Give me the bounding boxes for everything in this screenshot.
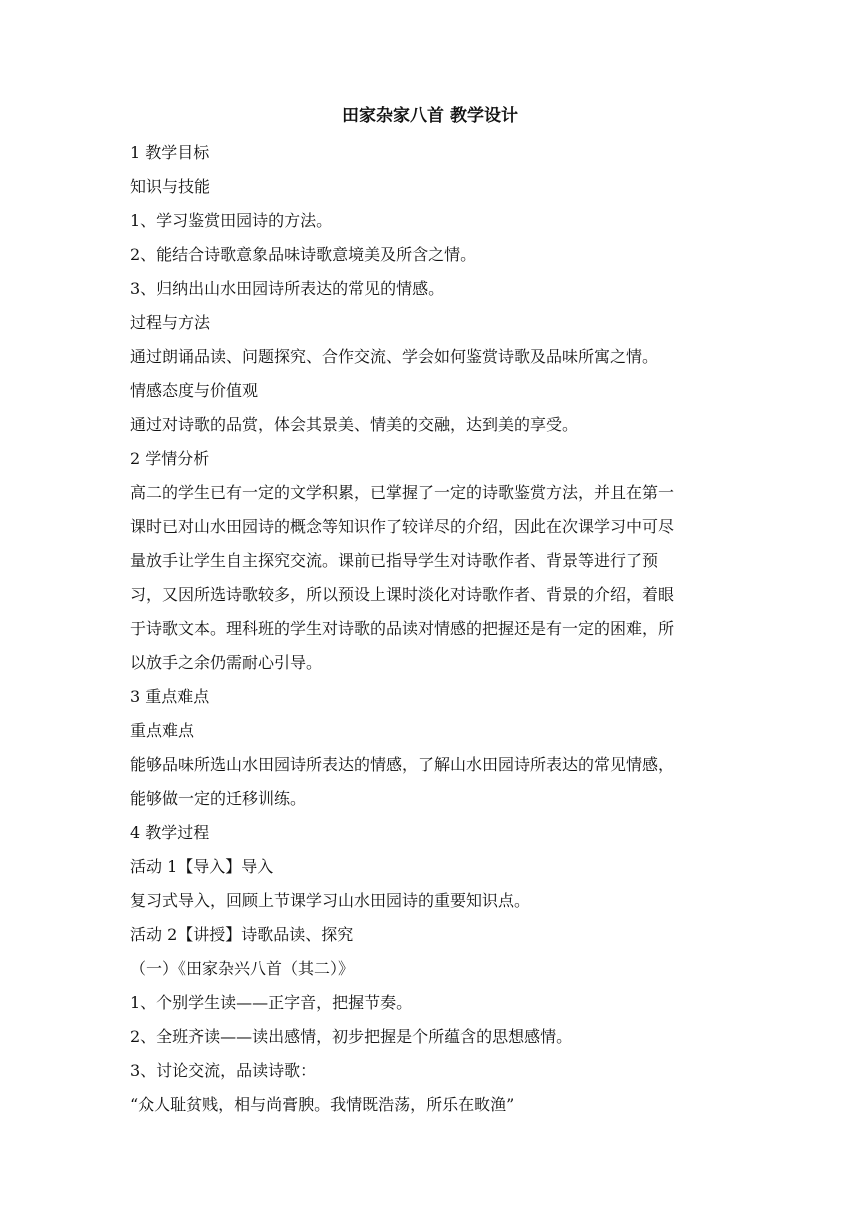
subheading-key-points: 重点难点	[130, 721, 195, 740]
paragraph-line: 以放手之余仍需耐心引导。	[130, 653, 323, 672]
section-heading-process: 4 教学过程	[130, 823, 210, 842]
list-item: 3、讨论交流，品读诗歌：	[130, 1061, 317, 1080]
paragraph-line: 复习式导入，回顾上节课学习山水田园诗的重要知识点。	[130, 891, 531, 910]
subheading-knowledge-skills: 知识与技能	[130, 177, 211, 196]
section-heading-key-points: 3 重点难点	[130, 687, 210, 706]
paragraph-line: 能够品味所选山水田园诗所表达的情感，了解山水田园诗所表达的常见情感，	[130, 755, 675, 774]
subheading-attitude-values: 情感态度与价值观	[130, 381, 259, 400]
list-item: 2、能结合诗歌意象品味诗歌意境美及所含之情。	[130, 245, 477, 264]
list-item: 3、归纳出山水田园诗所表达的常见的情感。	[130, 279, 445, 298]
list-item: 2、全班齐读——读出感情，初步把握是个所蕴含的思想感情。	[130, 1027, 573, 1046]
list-item: 1、学习鉴赏田园诗的方法。	[130, 211, 333, 230]
paragraph-line: 能够做一定的迁移训练。	[130, 789, 307, 808]
paragraph-line: 量放手让学生自主探究交流。课前已指导学生对诗歌作者、背景等进行了预	[130, 551, 659, 570]
document-body	[130, 136, 730, 1122]
poem-heading: （一）《田家杂兴八首（其二）》	[130, 959, 355, 978]
section-heading-objectives: 1 教学目标	[130, 143, 210, 162]
document-title: 田家杂家八首 教学设计	[342, 106, 518, 126]
section-heading-analysis: 2 学情分析	[130, 449, 210, 468]
paragraph-line: 习，又因所选诗歌较多，所以预设上课时淡化对诗歌作者、背景的介绍，着眼	[130, 585, 675, 604]
subheading-process-method: 过程与方法	[130, 313, 211, 332]
paragraph-line: 于诗歌文本。理科班的学生对诗歌的品读对情感的把握还是有一定的困难，所	[130, 619, 675, 638]
paragraph-line: 通过对诗歌的品赏，体会其景美、情美的交融，达到美的享受。	[130, 415, 579, 434]
list-item: 1、个别学生读——正字音，把握节奏。	[130, 993, 413, 1012]
poem-quote: “众人耻贫贱，相与尚膏腴。我情既浩荡，所乐在畋渔”	[130, 1095, 515, 1114]
paragraph-line: 通过朗诵品读、问题探究、合作交流、学会如何鉴赏诗歌及品味所寓之情。	[130, 347, 659, 366]
paragraph-line: 高二的学生已有一定的文学积累，已掌握了一定的诗歌鉴赏方法，并且在第一	[130, 483, 675, 502]
activity-heading: 活动 2【讲授】诗歌品读、探究	[130, 925, 354, 944]
paragraph-line: 课时已对山水田园诗的概念等知识作了较详尽的介绍，因此在次课学习中可尽	[130, 517, 675, 536]
activity-heading: 活动 1【导入】导入	[130, 857, 274, 876]
